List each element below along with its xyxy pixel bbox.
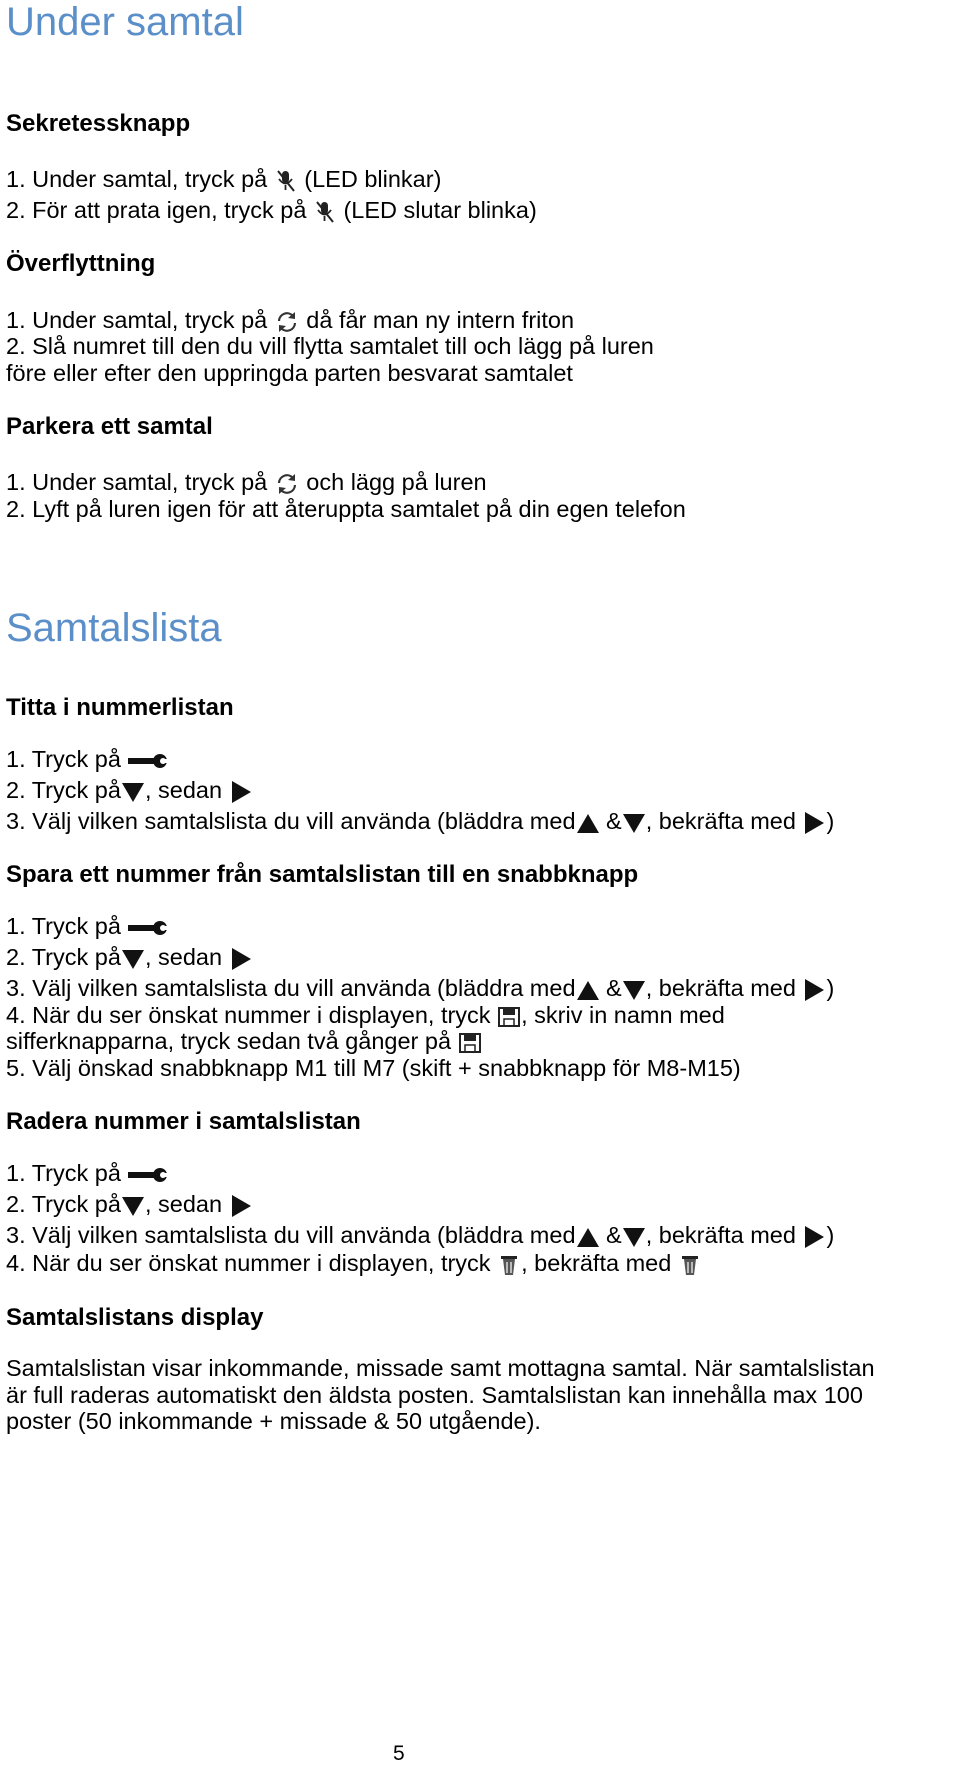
save-icon	[458, 1032, 482, 1054]
down-arrow-icon	[622, 1225, 646, 1249]
step-text: )	[826, 808, 835, 834]
parkera-step-1	[6, 471, 487, 497]
step-text: 2. Tryck på	[6, 944, 121, 970]
step-text: och lägg på luren	[306, 469, 487, 496]
step-text: 1. Tryck på	[6, 1160, 121, 1186]
step-text: 1. Tryck på	[6, 913, 121, 939]
titta-step-2	[6, 779, 253, 804]
menu-key-icon	[127, 750, 171, 772]
down-arrow-icon	[121, 780, 145, 804]
step-text: 1. Under samtal, tryck på	[6, 166, 268, 192]
step-text: , bekräfta med	[645, 1222, 796, 1248]
section-title-samtalslista: Samtalslista	[6, 606, 222, 650]
titta-step-1	[6, 748, 171, 772]
overflyttning-step-1	[6, 309, 574, 335]
step-text: )	[826, 1222, 835, 1248]
spara-step-1	[6, 915, 171, 939]
step-text: 3. Välj vilken samtalslista du vill använda (bläddra med	[6, 1222, 576, 1248]
display-paragraph-line-3: poster (50 inkommande + missade & 50 utgående).	[6, 1408, 541, 1434]
step-text: &	[606, 808, 622, 834]
step-text: , sedan	[144, 777, 223, 803]
display-paragraph-line-2: är full raderas automatiskt den äldsta posten. Samtalslistan kan innehålla max 100	[6, 1382, 863, 1408]
menu-key-icon	[127, 1164, 171, 1186]
step-text: (LED blinkar)	[304, 166, 442, 192]
step-text: 2. Tryck på	[6, 1191, 121, 1217]
down-arrow-icon	[121, 947, 145, 971]
radera-step-2	[6, 1193, 253, 1218]
step-text: , sedan	[144, 944, 223, 970]
spara-step-3	[6, 977, 834, 1002]
right-arrow-icon	[229, 947, 253, 971]
heading-display: Samtalslistans display	[6, 1304, 264, 1331]
heading-titta: Titta i nummerlistan	[6, 694, 234, 721]
overflyttning-step-2: 2. Slå numret till den du vill flytta samtalet till och lägg på luren	[6, 333, 654, 359]
step-text: sifferknapparna, tryck sedan två gånger på	[6, 1028, 452, 1054]
transfer-icon	[274, 471, 300, 497]
mute-icon	[313, 200, 337, 224]
step-text: , bekräfta med	[521, 1250, 672, 1276]
down-arrow-icon	[121, 1194, 145, 1218]
step-text: &	[606, 1222, 622, 1248]
heading-spara: Spara ett nummer från samtalslistan till en snabbknapp	[6, 861, 639, 888]
right-arrow-icon	[229, 780, 253, 804]
down-arrow-icon	[622, 811, 646, 835]
menu-key-icon	[127, 917, 171, 939]
heading-parkera: Parkera ett samtal	[6, 413, 213, 440]
up-arrow-icon	[576, 978, 600, 1002]
sekretess-step-1	[6, 168, 441, 193]
step-text: 1. Tryck på	[6, 746, 121, 772]
page-number: 5	[393, 1742, 405, 1765]
step-text: 3. Välj vilken samtalslista du vill använda (bläddra med	[6, 808, 576, 834]
step-text: , bekräfta med	[645, 808, 796, 834]
heading-sekretessknapp: Sekretessknapp	[6, 110, 191, 137]
parkera-step-2: 2. Lyft på luren igen för att återuppta samtalet på din egen telefon	[6, 496, 686, 522]
overflyttning-step-2-cont: före eller efter den uppringda parten besvarat samtalet	[6, 360, 573, 386]
heading-overflyttning: Överflyttning	[6, 250, 156, 277]
right-arrow-icon	[802, 811, 826, 835]
mute-icon	[274, 169, 298, 193]
heading-radera: Radera nummer i samtalslistan	[6, 1108, 361, 1135]
step-text: 1. Under samtal, tryck på	[6, 469, 268, 496]
save-icon	[497, 1006, 521, 1028]
up-arrow-icon	[576, 1225, 600, 1249]
step-text: )	[826, 975, 835, 1001]
step-text: , skriv in namn med	[521, 1002, 725, 1028]
sekretess-step-2	[6, 199, 537, 224]
right-arrow-icon	[229, 1194, 253, 1218]
delete-icon	[497, 1253, 521, 1277]
step-text: , sedan	[144, 1191, 223, 1217]
radera-step-1	[6, 1162, 171, 1186]
up-arrow-icon	[576, 811, 600, 835]
step-text: 2. För att prata igen, tryck på	[6, 197, 307, 223]
spara-step-2	[6, 946, 253, 971]
right-arrow-icon	[802, 978, 826, 1002]
step-text: 1. Under samtal, tryck på	[6, 307, 268, 334]
step-text: 2. Tryck på	[6, 777, 121, 803]
step-text: då får man ny intern friton	[306, 307, 575, 334]
titta-step-3	[6, 810, 834, 835]
step-text: 4. När du ser önskat nummer i displayen, tryck	[6, 1250, 491, 1276]
step-text: 4. När du ser önskat nummer i displayen, tryck	[6, 1002, 491, 1028]
right-arrow-icon	[802, 1225, 826, 1249]
step-text: , bekräfta med	[645, 975, 796, 1001]
transfer-icon	[274, 309, 300, 335]
down-arrow-icon	[622, 978, 646, 1002]
step-text: 3. Välj vilken samtalslista du vill använda (bläddra med	[6, 975, 576, 1001]
step-text: &	[606, 975, 622, 1001]
step-text: (LED slutar blinka)	[343, 197, 537, 223]
section-title-under-samtal: Under samtal	[6, 0, 244, 44]
radera-step-3	[6, 1224, 834, 1249]
spara-step-5: 5. Välj önskad snabbknapp M1 till M7 (skift + snabbknapp för M8-M15)	[6, 1055, 741, 1081]
delete-icon	[678, 1253, 702, 1277]
radera-step-4	[6, 1252, 702, 1277]
spara-step-4	[6, 1004, 725, 1028]
display-paragraph-line-1: Samtalslistan visar inkommande, missade samt mottagna samtal. När samtalslistan	[6, 1355, 875, 1381]
spara-step-4-cont	[6, 1030, 482, 1054]
